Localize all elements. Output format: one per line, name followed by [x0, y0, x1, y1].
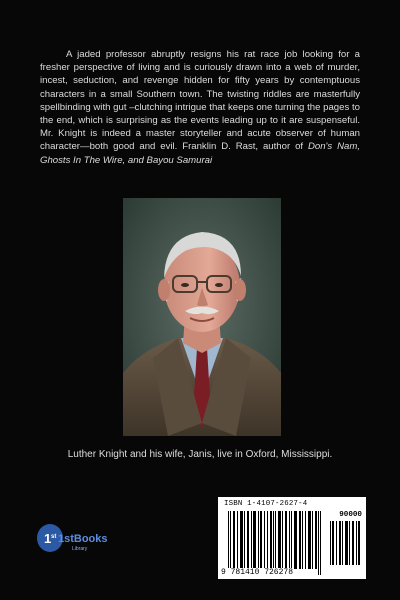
barcode-digits: 9 781410 726278: [221, 568, 294, 577]
svg-text:Library: Library: [72, 546, 88, 552]
svg-text:st: st: [51, 534, 57, 540]
isbn-label: ISBN 1-4107-2627-4: [224, 500, 308, 508]
svg-text:1stBooks: 1stBooks: [58, 533, 108, 545]
blurb-book-titles: Don's Nam, Ghosts In The Wire, and Bayou Samurai: [40, 141, 360, 166]
author-caption: Luther Knight and his wife, Janis, live in Oxford, Mississippi.: [67, 449, 333, 460]
publisher-logo: [36, 520, 108, 556]
isbn-barcode: [218, 497, 366, 579]
price-code: 90000: [339, 511, 362, 519]
ean-barcode-bars: [222, 509, 326, 575]
blurb-text: A jaded professor abruptly resigns his rat race job looking for a fresher perspective of living and is curiously drawn into a web of murder, incest, seduction, and revenge hidden for fifty years by contemptuous characters in a small Southern town. The twisting riddles are masterfully spellbinding with gut –clutching intrigue that keeps one turning the pages to the end, which is surprising as the events leading up to it are suspenseful. Mr. Knight is indeed a master storyteller and acute observer of human character—both good and evil. Franklin D. Rast, author of: [40, 49, 360, 153]
price-barcode-bars: [330, 521, 362, 565]
back-cover-blurb: [40, 48, 360, 167]
author-photo: [123, 198, 281, 436]
svg-text:1: 1: [44, 531, 52, 546]
